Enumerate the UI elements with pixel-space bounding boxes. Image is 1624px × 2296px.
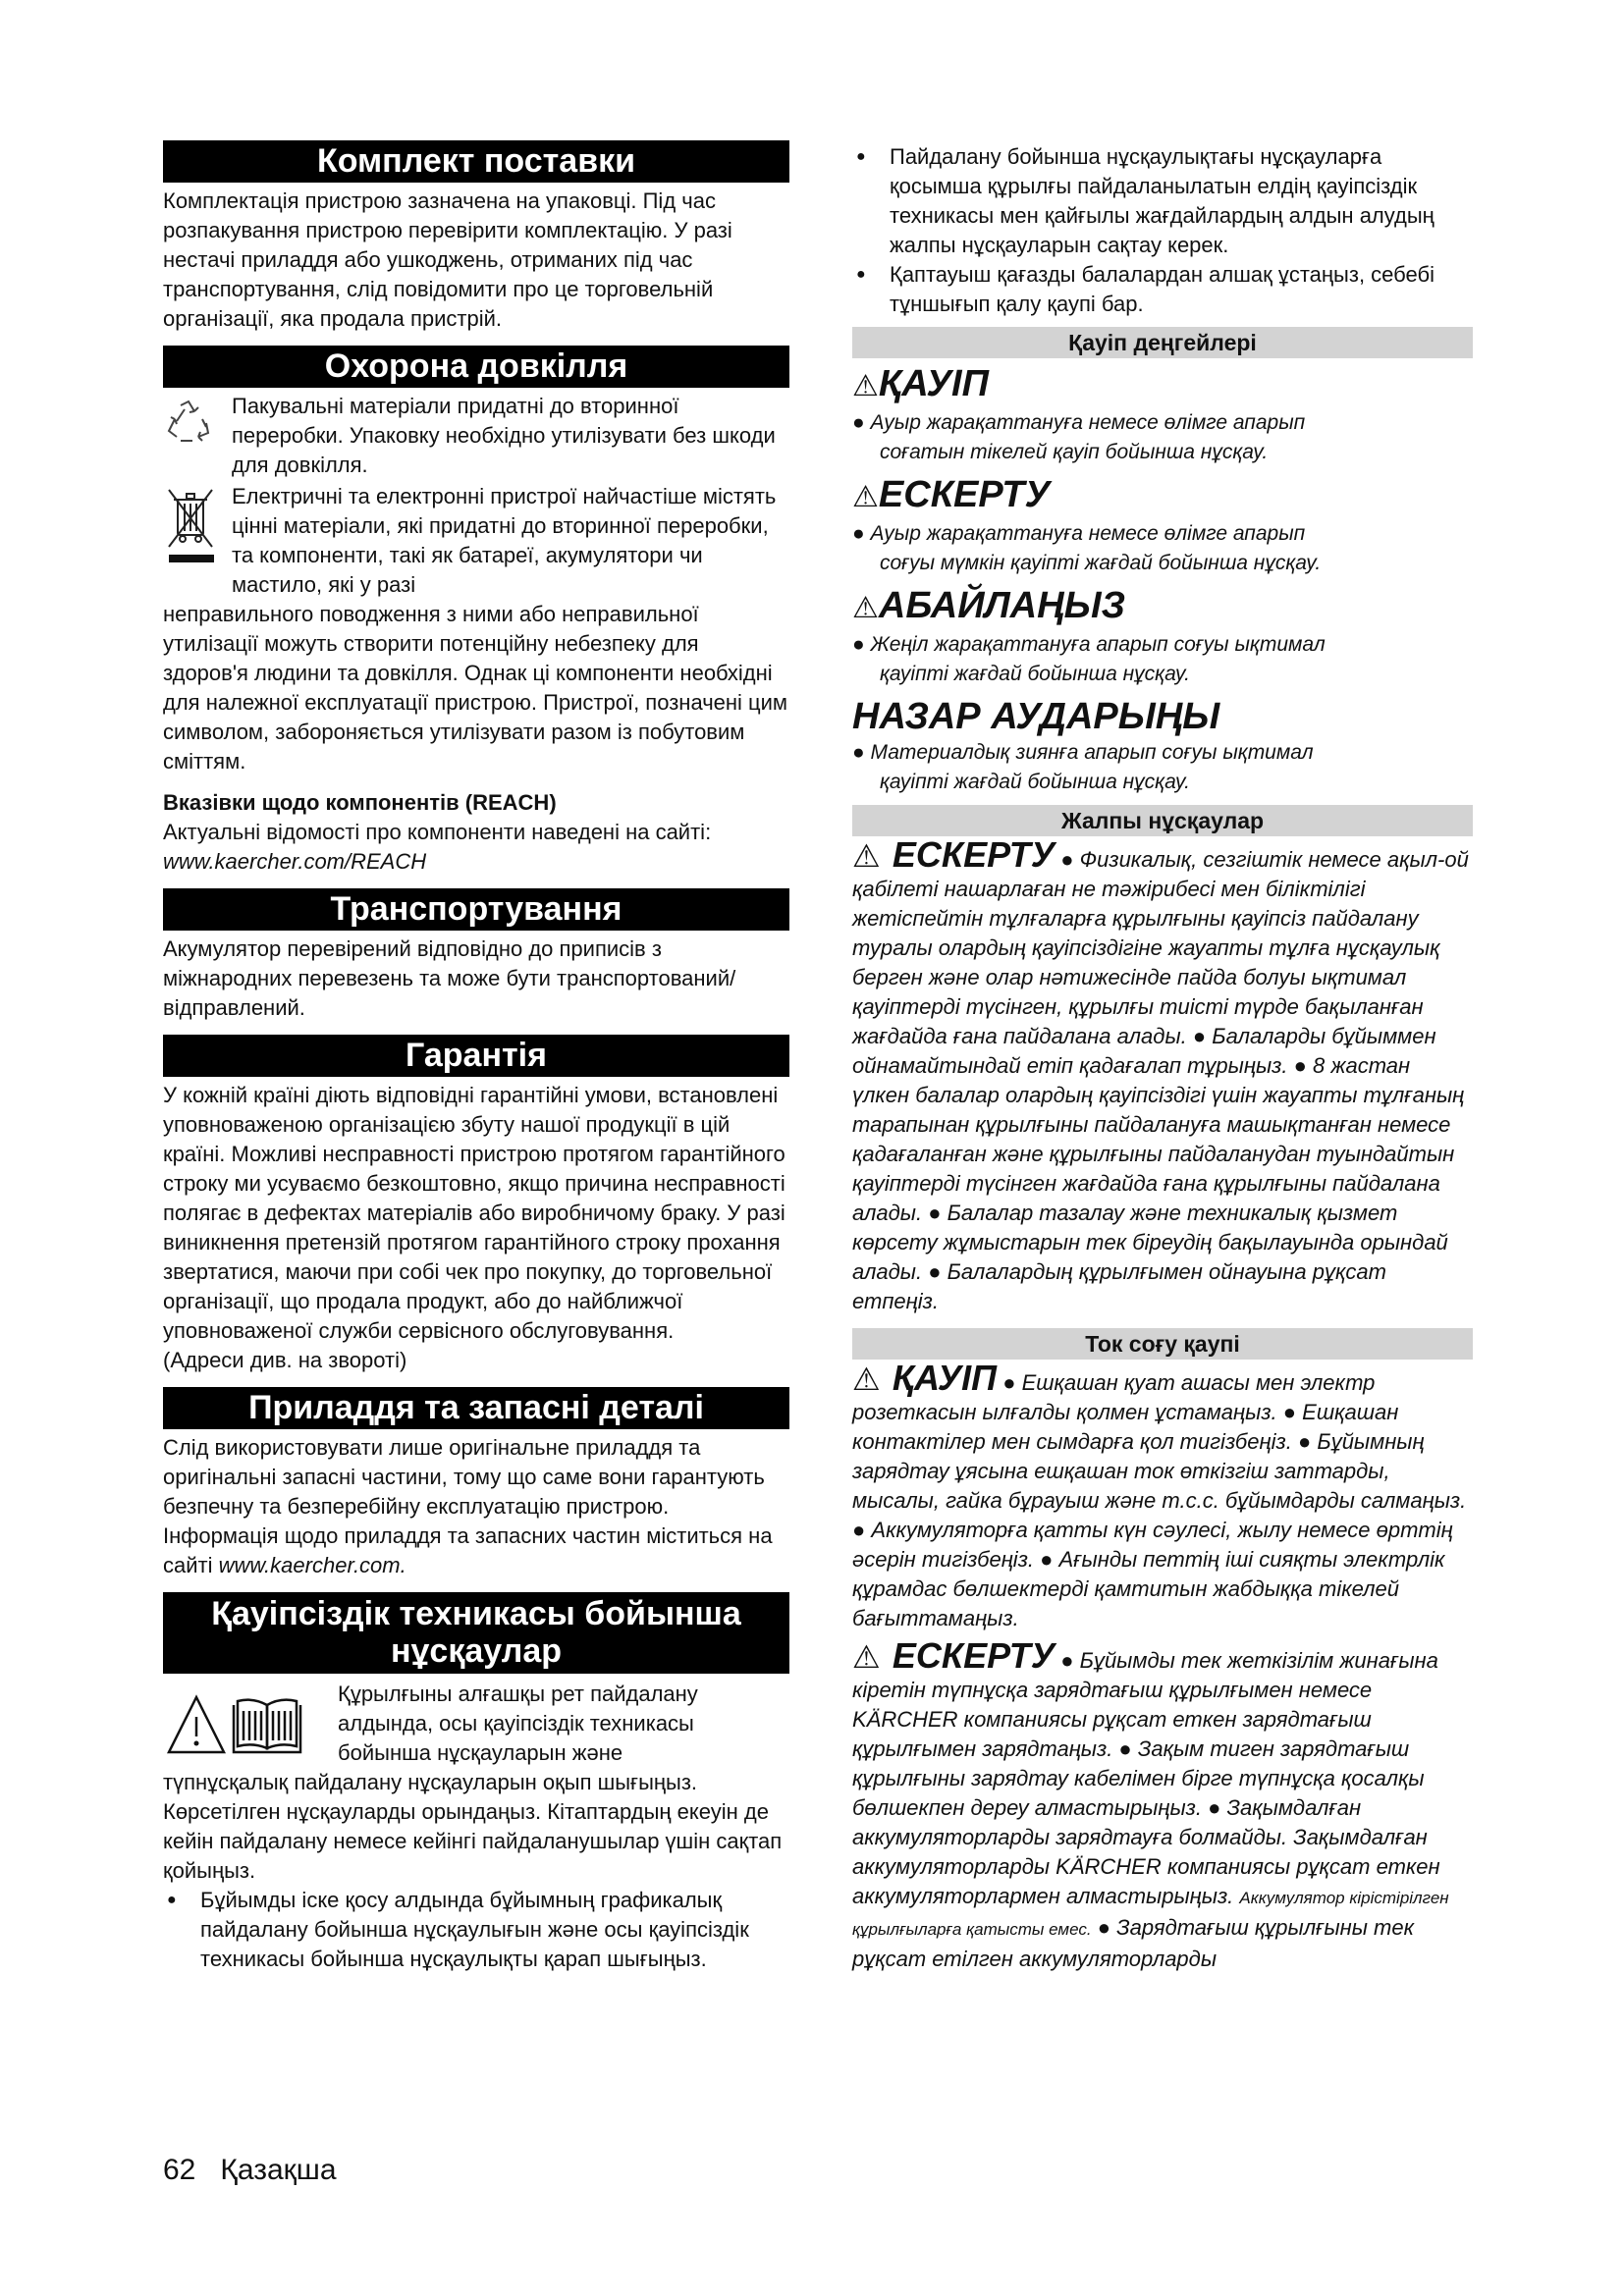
footer-language: Қазақша [220, 2154, 337, 2186]
crossed-bin-icon [163, 486, 220, 571]
warning-book-icons [163, 1691, 310, 1765]
accessories-info [163, 1522, 789, 1580]
warning-triangle-icon: ⚠ [852, 592, 879, 624]
warning-triangle-icon: ⚠ [852, 370, 879, 402]
danger-level-2 [852, 473, 1473, 578]
general-text: ⚠ ЕСКЕРТУ ● Физикалық, сезгіштік немесе ақыл-ой қабілеті нашарлаған не тәжірибесі мен біліктілігі жетіспейтін тұлғаларға құрылғыны қауіпсіз пайдалану туралы олардың қауіпсіздігіне жауапты тұлға нұсқаулық берген және олар нәтижесінде пайда болуы ықтимал қауіптерді түсінген, құрылғы тиісті түрде бақыланған жағдайда ғана пайдалана алады. ● Балаларды бұйыммен ойнамайтындай етіп қадағалап тұрыңыз. ● 8 жастан үлкен балалар олардың қауіпсіздігі үшін жауапты тұлғаның тарапынан құрылғыны пайдалануға машықтанған немесе қадағаланған және құрылғыны пайдаланудан туындайтын қауіптерді түсінген жағдайда ғана құрылғыны пайдалана алады. ● Балалар тазалау және техникалық қызмет көрсету жұмыстарын тек біреудің бақылауында орындай алады. ● Балалардың құрылғымен ойнауына рұқсат етпеңіз. [852, 834, 1469, 1313]
weee-block [163, 482, 789, 600]
reach-paragraph [163, 818, 789, 877]
section-title-delivery: Комплект поставки [163, 140, 789, 183]
warning-triangle-icon: ⚠ [852, 481, 879, 513]
section-title-warranty: Гарантія [163, 1035, 789, 1077]
recycle-icon [163, 398, 214, 454]
warranty-note: (Адреси див. на звороті) [163, 1348, 407, 1372]
safety-text-first: Құрылғыны алғашқы рет пайдалану алдында, осы қауіпсіздік техникасы бойынша нұсқауларын және [338, 1682, 698, 1765]
warning-heading: ⚠ЕСКЕРТУ [852, 474, 1051, 515]
warning-description: ● Ауыр жарақаттануға немесе өлімге апарып соғуы мүмкін қауіпті жағдай бойынша нұсқау. [852, 522, 1322, 574]
caution-description: ● Жеңіл жарақаттануға апарып соғуы ықтимал қауіпті жағдай бойынша нұсқау. [852, 633, 1326, 685]
safety-title-line1: Қауіпсіздік техникасы бойынша [211, 1595, 741, 1632]
accessories-text: Слід використовувати лише оригінальне приладдя та оригінальні запасні частини, тому що саме вони гарантують безпечну та безперебійну експлуатацію пристрою. [163, 1435, 765, 1519]
safety-title-line2: нұсқаулар [390, 1632, 563, 1670]
recycle-block [163, 392, 789, 480]
safety-intro-block [163, 1680, 789, 1768]
section-title-safety [163, 1592, 789, 1674]
warranty-text: У кожній країні діють відповідні гарантійні умови, встановлені уповноваженою організацією збуту нашої продукції в цій країні. Можливі несправності пристрою протягом гарантійного строку ми усуваємо безкоштовно, якщо причина несправності полягає в дефектах матеріалів або виробничому браку. У разі виникнення претензій протягом гарантійного строку прохання звертатися, маючи при собі чек про покупку, до торговельної організації, що продала продукт, або до найближчої уповноваженої служби сервісного обслуговування. [163, 1083, 785, 1343]
section-title-danger-levels: Қауіп деңгейлері [852, 327, 1473, 358]
right-bullet-1: ● Пайдалану бойынша нұсқаулықтағы нұсқауларға қосымша құрылғы пайдаланылатын елдің қауіпсіздік техникасы мен қайғылы жағдайлардың алдын алудың жалпы нұсқауларын сақтау керек. [852, 142, 1473, 260]
accessories-link[interactable]: www.kaercher.com. [218, 1553, 406, 1577]
reach-title: Вказівки щодо компонентів (REACH) [163, 790, 557, 815]
warning-triangle-icon: ⚠ [852, 1362, 881, 1397]
danger-description: ● Ауыр жарақаттануға немесе өлімге апарып соғатын тікелей қауіп бойынша нұсқау. [852, 411, 1306, 463]
page-number: 62 [163, 2154, 196, 2186]
danger-level-3 [852, 584, 1473, 689]
right-bullet-2: ● Қаптауыш қағазды балалардан алшақ ұстаңыз, себебі тұншығып қалу қаупі бар. [852, 260, 1473, 319]
safety-bullet: ● Бұйымды іске қосу алдында бұйымның графикалық пайдалану бойынша нұсқаулығын және осы қауіпсіздік техникасы бойынша нұсқаулықты қарап шығыңыз. [163, 1886, 789, 1974]
danger-level-1 [852, 362, 1473, 467]
weee-text-rest: неправильного поводження з ними або неправильної утилізації можуть створити потенційну небезпеку для здоров'я людини та довкілля. Однак ці компоненти необхідні для належної експлуатації пристрою. Пристрої, позначені цим символом, забороняється утилізувати разом із побутовим сміттям. [163, 602, 788, 774]
delivery-text: Комплектація пристрою зазначена на упаковці. Під час розпакування пристрою перевірити комплектацію. У разі нестачі приладдя або ушкоджень, отриманих під час транспортування, слід повідомити про це торговельній організації, яка продала пристрій. [163, 188, 732, 331]
warning-triangle-icon: ⚠ [852, 1639, 881, 1675]
recycle-text: Пакувальні матеріали придатні до вторинної переробки. Упаковку необхідно утилізувати без шкоди для довкілля. [232, 394, 776, 477]
safety-text-rest: түпнұсқалық пайдалану нұсқауларын оқып шығыңыз. Көрсетілген нұсқауларды орындаңыз. Кітаптардың екеуін де кейін пайдалану немесе кейінгі пайдаланушылар үшін сақтап қойыңыз. [163, 1770, 783, 1883]
left-column [163, 140, 789, 1974]
section-title-accessories: Приладдя та запасні деталі [163, 1387, 789, 1429]
reach-link[interactable]: www.kaercher.com/REACH [163, 849, 427, 874]
danger-level-4 [852, 695, 1473, 797]
caution-heading: ⚠АБАЙЛАҢЫЗ [852, 585, 1125, 626]
transport-text: Акумулятор перевірений відповідно до приписів з міжнародних перевезень та може бути транспортований/відправлений. [163, 936, 736, 1020]
notice-description: ● Материалдық зиянға апарып соғуы ықтимал қауіпті жағдай бойынша нұсқау. [852, 741, 1314, 793]
accessories-info-text: Інформація щодо приладдя та запасних частин міститься на сайті [163, 1523, 773, 1577]
notice-heading: НАЗАР АУДАРЫҢЫ [852, 696, 1220, 737]
weee-text-first: Електричні та електронні пристрої найчастіше містять цінні матеріали, які придатні до вторинної переробки, та компоненти, такі як батареї, акумулятори чи мастило, які у разі [232, 484, 777, 597]
reach-text: Актуальні відомості про компоненти наведені на сайті: [163, 820, 712, 844]
shock-warning-text: ⚠ ЕСКЕРТУ ● Бұйымды тек жеткізілім жинағына кіретін түпнұсқа зарядтағыш құрылғымен немесе KÄRCHER компаниясы рұқсат еткен зарядтағыш құрылғымен зарядтаңыз. ● Зақым тиген зарядтағыш құрылғыны зарядтау кабелімен бірге түпнұсқа қосалқы бөлшекпен дереу алмастырыңыз. ● Зақымдалған аккумуляторларды зарядтауға болмайды. Зақымдалған аккумуляторларды KÄRCHER компаниясы рұқсат еткен аккумуляторлармен алмастырыңыз. Аккумулятор кірістірілген құрылғыларға қатысты емес. ● Зарядтағыш құрылғыны тек рұқсат етілген аккумуляторларды [852, 1635, 1449, 1971]
warning-triangle-icon: ⚠ [852, 838, 881, 874]
right-column [852, 142, 1473, 1974]
shock-danger-text: ⚠ ҚАУІП ● Ешқашан қуат ашасы мен электр розеткасын ылғалды қолмен ұстамаңыз. ● Ешқашан контактілер мен сымдарға қол тигізбеңіз. ● Бұйымның зарядтау ұясына ешқашан ток өткізгіш заттарды, мысалы, гайка бұрауыш және т.с.с. бұйымдарды салмаңыз. ● Аккумуляторға қатты күн сәулесі, жылу немесе өрттің әсерін тигізбеңіз. ● Ағынды петтің іші сияқты электрлік құрамдас бөлшектерді қамтитын жабдыққа тікелей бағыттамаңыз. [852, 1358, 1467, 1630]
section-title-environment: Охорона довкілля [163, 346, 789, 388]
danger-heading: ⚠ҚАУІП [852, 363, 989, 404]
section-title-shock: Ток соғу қаупі [852, 1328, 1473, 1360]
section-title-general: Жалпы нұсқаулар [852, 805, 1473, 836]
section-title-transport: Транспортування [163, 888, 789, 931]
page-footer [163, 2154, 337, 2187]
